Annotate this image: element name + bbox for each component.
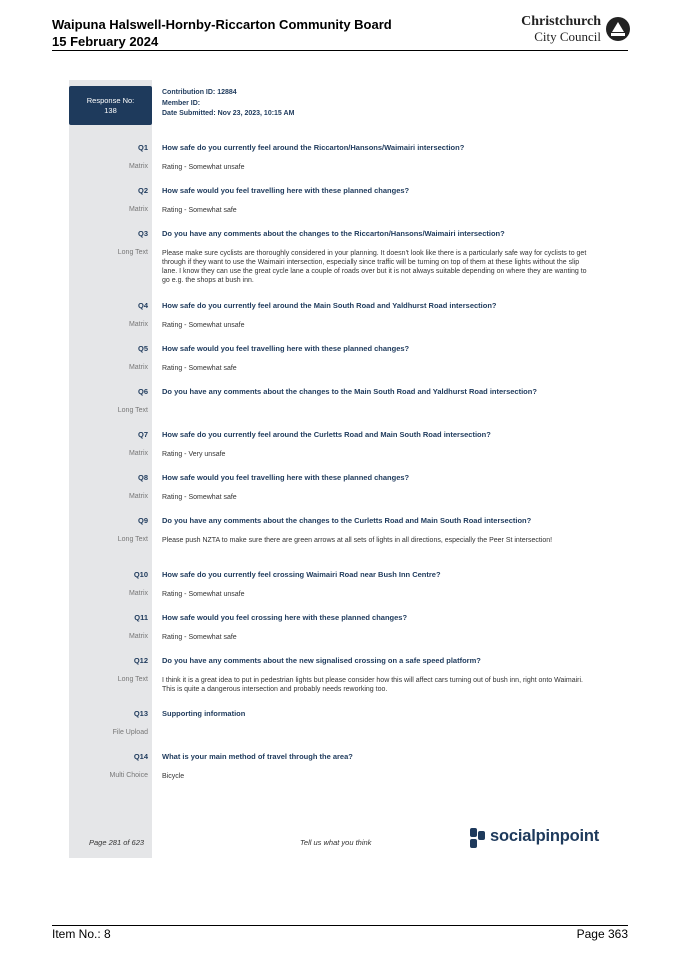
question-type: Matrix xyxy=(128,493,148,500)
question-type: File Upload xyxy=(112,729,148,736)
question-text: How safe would you feel travelling here with these planned changes? xyxy=(162,473,410,482)
question-type: Matrix xyxy=(128,206,148,213)
question-text: How safe do you currently feel crossing Waimairi Road near Bush Inn Centre? xyxy=(162,570,441,579)
question-answer: Rating - Very unsafe xyxy=(162,451,226,458)
question-number: Q13 xyxy=(133,709,148,718)
question-answer: Rating - Somewhat safe xyxy=(162,207,237,214)
question-type: Matrix xyxy=(128,163,148,170)
brand-name: socialpinpoint xyxy=(490,827,600,845)
member-id: Member ID: xyxy=(162,99,201,107)
question-number: Q6 xyxy=(137,387,148,396)
question-type: Matrix xyxy=(128,590,148,597)
question-text: Do you have any comments about the changes to the Curletts Road and Main South Road intersection? xyxy=(162,516,532,525)
question-type: Matrix xyxy=(128,364,148,371)
socialpinpoint-icon xyxy=(470,828,486,848)
logo-line-2: City Council xyxy=(534,29,601,44)
council-emblem-icon xyxy=(605,16,631,42)
header-rule xyxy=(52,50,628,51)
council-logo xyxy=(513,14,631,46)
question-type: Long Text xyxy=(117,536,148,543)
question-text: Do you have any comments about the changes to the Riccarton/Hansons/Waimairi intersection? xyxy=(162,229,505,238)
question-number: Q7 xyxy=(137,430,148,439)
question-number: Q3 xyxy=(137,229,148,238)
question-type: Multi Choice xyxy=(109,772,148,779)
question-number: Q4 xyxy=(137,301,148,310)
question-number: Q5 xyxy=(137,344,148,353)
question-number: Q9 xyxy=(137,516,148,525)
response-label: Response No: xyxy=(86,96,135,105)
question-text: How safe do you currently feel around the Main South Road and Yaldhurst Road intersection? xyxy=(162,301,497,310)
question-type: Matrix xyxy=(128,633,148,640)
question-text: How safe would you feel crossing here with these planned changes? xyxy=(162,613,408,622)
question-type: Long Text xyxy=(117,249,148,256)
question-text: How safe would you feel travelling here with these planned changes? xyxy=(162,186,410,195)
question-number: Q12 xyxy=(133,656,148,665)
question-answer: Rating - Somewhat safe xyxy=(162,634,237,641)
question-number: Q8 xyxy=(137,473,148,482)
header-title xyxy=(52,16,392,50)
question-type: Long Text xyxy=(117,676,148,683)
page-number: Page 363 xyxy=(576,927,628,941)
logo-line-1: Christchurch xyxy=(521,14,601,29)
question-type: Matrix xyxy=(128,450,148,457)
response-number: 138 xyxy=(104,106,117,115)
question-text: Do you have any comments about the new signalised crossing on a safe speed platform? xyxy=(162,656,481,665)
question-answer: I think it is a great idea to put in pedestrian lights but please consider how this will affect cars turning out of bush inn, right onto Waimairi. This is quite a dangerous intersection and probably needs reworking too. xyxy=(162,677,584,693)
question-number: Q2 xyxy=(137,186,148,195)
question-number: Q11 xyxy=(134,613,148,622)
question-answer: Rating - Somewhat unsafe xyxy=(162,164,245,171)
contribution-id: Contribution ID: 12884 xyxy=(162,89,237,96)
question-text: What is your main method of travel through the area? xyxy=(162,752,353,761)
question-text: How safe do you currently feel around the Curletts Road and Main South Road intersection? xyxy=(162,430,491,439)
question-sidebar xyxy=(69,80,152,858)
question-answer: Rating - Somewhat safe xyxy=(162,365,237,372)
question-answer: Rating - Somewhat unsafe xyxy=(162,591,245,598)
question-text: How safe do you currently feel around the Riccarton/Hansons/Waimairi intersection? xyxy=(162,143,465,152)
question-answer: Please make sure cyclists are thoroughly considered in your planning. It doesn't look like there is a particularly safe way for cyclists to get through if they want to use the Waimairi intersection, especially since traffic will be turning on top of them at these lights without the slip lane. I know they can use the great cycle lane a couple of roads over but it is not always suitable depending on where they are wanting to go e.g. the shops at bush inn. xyxy=(162,250,587,284)
item-number: Item No.: 8 xyxy=(52,927,111,941)
question-text: Supporting information xyxy=(162,709,246,718)
footer-rule xyxy=(52,925,628,926)
question-answer: Rating - Somewhat unsafe xyxy=(162,322,245,329)
question-text: Do you have any comments about the changes to the Main South Road and Yaldhurst Road intersection? xyxy=(162,387,537,396)
question-number: Q10 xyxy=(133,570,148,579)
submission-meta xyxy=(162,88,294,120)
question-type: Long Text xyxy=(117,407,148,414)
question-answer: Please push NZTA to make sure there are green arrows at all sets of lights in all directions, especially the Peer St intersection! xyxy=(162,537,553,544)
question-type: Matrix xyxy=(128,321,148,328)
question-number: Q14 xyxy=(133,752,148,761)
question-number: Q1 xyxy=(137,143,148,152)
footer-tagline: Tell us what you think xyxy=(300,838,372,847)
meeting-date: 15 February 2024 xyxy=(52,34,159,49)
question-answer: Bicycle xyxy=(162,773,185,780)
question-text: How safe would you feel travelling here with these planned changes? xyxy=(162,344,410,353)
date-submitted: Date Submitted: Nov 23, 2023, 10:15 AM xyxy=(162,110,295,117)
survey-page-number: Page 281 of 623 xyxy=(89,838,145,847)
question-answer: Rating - Somewhat safe xyxy=(162,494,237,501)
response-number-box xyxy=(69,86,152,125)
board-name: Waipuna Halswell-Hornby-Riccarton Community Board xyxy=(52,17,392,32)
